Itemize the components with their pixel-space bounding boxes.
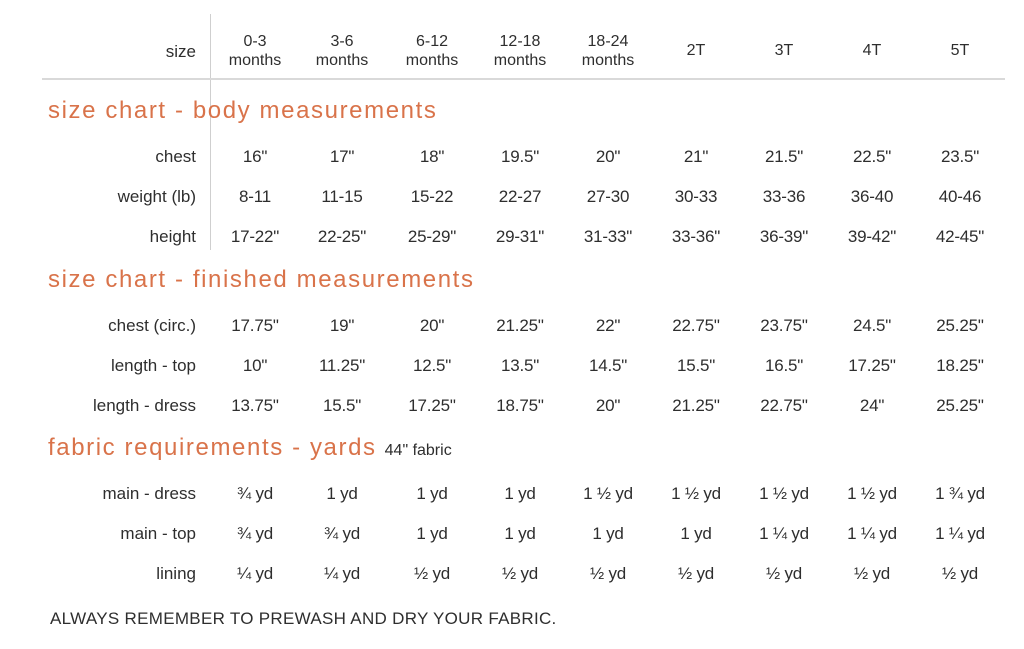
row-label: chest — [155, 147, 196, 166]
table-cell: 25-29" — [407, 227, 457, 246]
table-cell: 1 ½ yd — [847, 484, 897, 503]
column-header — [475, 32, 565, 70]
column-header-line: 18-24 — [587, 33, 629, 50]
table-cell: 22.75" — [672, 316, 720, 335]
table-cell: 1 ¼ yd — [935, 524, 985, 543]
table-cell: ½ yd — [501, 564, 539, 583]
table-cell: 36-39" — [759, 227, 809, 246]
table-cell: 1 yd — [416, 524, 448, 543]
section-title — [48, 97, 437, 125]
column-header-line: 5T — [950, 42, 970, 59]
table-cell: 24" — [859, 396, 885, 415]
table-cell: 39-42" — [847, 227, 897, 246]
row-label: length - dress — [93, 396, 196, 415]
column-header-line: months — [315, 52, 369, 69]
table-cell: 23.75" — [760, 316, 808, 335]
table-cell: 1 yd — [416, 484, 448, 503]
table-cell: 14.5" — [588, 356, 628, 375]
section-title-text: size chart - finished measurements — [48, 266, 475, 293]
table-cell: 33-36" — [671, 227, 721, 246]
table-cell: 17.25" — [408, 396, 456, 415]
table-cell: 21.25" — [496, 316, 544, 335]
table-cell: 21" — [683, 147, 709, 166]
table-cell: 1 ½ yd — [583, 484, 633, 503]
table-cell: ½ yd — [765, 564, 803, 583]
row-label: main - top — [120, 524, 196, 543]
table-cell: 30-33 — [674, 187, 718, 206]
column-header-line: months — [405, 52, 459, 69]
table-cell: 22.5" — [852, 147, 892, 166]
table-cell: 13.75" — [231, 396, 279, 415]
table-cell: 22" — [595, 316, 621, 335]
table-cell: 29-31" — [495, 227, 545, 246]
table-cell: 15.5" — [676, 356, 716, 375]
prewash-note: ALWAYS REMEMBER TO PREWASH AND DRY YOUR FABRIC. — [50, 609, 557, 628]
column-header-line: 3T — [774, 42, 794, 59]
table-cell: ½ yd — [413, 564, 451, 583]
column-header-line: months — [581, 52, 635, 69]
column-header-line: 3-6 — [330, 33, 354, 50]
table-cell: 17.25" — [848, 356, 896, 375]
table-cell: 23.5" — [940, 147, 980, 166]
column-header-line: months — [228, 52, 282, 69]
table-cell: 17" — [329, 147, 355, 166]
table-cell: ¾ yd — [236, 524, 274, 543]
table-cell: 22.75" — [760, 396, 808, 415]
column-header — [651, 41, 741, 60]
column-header-line: 12-18 — [499, 33, 541, 50]
table-cell: 15-22 — [410, 187, 454, 206]
section-title-text: fabric requirements - yards — [48, 434, 377, 461]
row-label: height — [149, 227, 196, 246]
table-cell: 1 yd — [504, 484, 536, 503]
column-header — [387, 32, 477, 70]
table-cell: 1 ½ yd — [671, 484, 721, 503]
section-title-text: size chart - body measurements — [48, 97, 438, 124]
table-cell: 20" — [595, 396, 621, 415]
section-note: 44" fabric — [384, 442, 452, 459]
table-cell: 22-27 — [498, 187, 542, 206]
row-label: weight (lb) — [117, 187, 196, 206]
table-cell: 24.5" — [852, 316, 892, 335]
table-cell: 13.5" — [500, 356, 540, 375]
table-cell: 20" — [595, 147, 621, 166]
column-header — [297, 32, 387, 70]
table-cell: 1 yd — [592, 524, 624, 543]
table-cell: 42-45" — [935, 227, 985, 246]
table-cell: 22-25" — [317, 227, 367, 246]
table-cell: 11-15 — [321, 187, 363, 206]
table-cell: 15.5" — [322, 396, 362, 415]
column-header — [915, 41, 1005, 60]
table-cell: 1 yd — [504, 524, 536, 543]
column-header-line: months — [493, 52, 547, 69]
table-cell: 18" — [419, 147, 445, 166]
row-label: lining — [156, 564, 196, 583]
table-cell: 25.25" — [936, 396, 984, 415]
table-cell: ½ yd — [941, 564, 979, 583]
table-cell: ½ yd — [589, 564, 627, 583]
table-cell: 33-36 — [762, 187, 806, 206]
row-label: chest (circ.) — [108, 316, 196, 335]
table-cell: 1 ¾ yd — [935, 484, 985, 503]
table-cell: ¼ yd — [236, 564, 274, 583]
table-cell: 20" — [419, 316, 445, 335]
table-cell: ½ yd — [853, 564, 891, 583]
table-cell: 12.5" — [412, 356, 452, 375]
column-header-line: 0-3 — [243, 33, 267, 50]
table-cell: 19" — [329, 316, 355, 335]
table-cell: 18.75" — [496, 396, 544, 415]
table-cell: ¾ yd — [236, 484, 274, 503]
table-cell: 16.5" — [764, 356, 804, 375]
section-title — [48, 266, 475, 294]
table-cell: 25.25" — [936, 316, 984, 335]
table-cell: 1 ½ yd — [759, 484, 809, 503]
column-header — [739, 41, 829, 60]
table-cell: 1 yd — [326, 484, 358, 503]
table-cell: 8-11 — [239, 187, 271, 206]
row-label: length - top — [110, 356, 196, 375]
table-cell: 19.5" — [500, 147, 540, 166]
table-cell: 21.5" — [764, 147, 804, 166]
table-cell: 11.25" — [318, 356, 366, 375]
table-cell: 1 ¼ yd — [759, 524, 809, 543]
column-header-line: 6-12 — [415, 33, 449, 50]
column-header-line: 2T — [686, 42, 706, 59]
header-divider-horizontal — [42, 78, 1005, 80]
table-cell: 36-40 — [850, 187, 894, 206]
table-cell: 10" — [242, 356, 268, 375]
column-header — [827, 41, 917, 60]
table-cell: ¼ yd — [323, 564, 361, 583]
table-cell: 27-30 — [586, 187, 630, 206]
section-title — [48, 434, 452, 462]
table-cell: 1 yd — [680, 524, 712, 543]
size-header-label: size — [165, 42, 196, 61]
column-header — [563, 32, 653, 70]
table-cell: 31-33" — [583, 227, 633, 246]
column-header-line: 4T — [862, 42, 882, 59]
table-cell: ¾ yd — [323, 524, 361, 543]
table-cell: 17-22" — [230, 227, 280, 246]
table-cell: 1 ¼ yd — [847, 524, 897, 543]
table-cell: ½ yd — [677, 564, 715, 583]
table-cell: 18.25" — [936, 356, 984, 375]
row-label: main - dress — [102, 484, 196, 503]
table-cell: 17.75" — [231, 316, 279, 335]
table-cell: 16" — [242, 147, 268, 166]
column-header — [210, 32, 300, 70]
table-cell: 21.25" — [672, 396, 720, 415]
table-cell: 40-46 — [938, 187, 982, 206]
